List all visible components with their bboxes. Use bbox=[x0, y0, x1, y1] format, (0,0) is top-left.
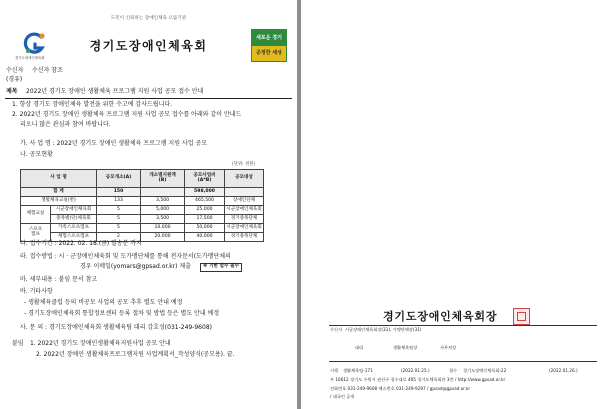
sender-title: 경기도장애인체육회장 bbox=[383, 310, 498, 323]
header-budget-line1: 공모사업비 bbox=[193, 172, 216, 178]
item-method-line1: 라. 접수방법 : 시 · 군장애인체육회 및 도가맹단체를 통해 전자문서(도가맹단체의 bbox=[20, 253, 231, 260]
paragraph-2-line1: 2. 2022년 경기도 장애인 생활체육 프로그램 지원 사업 공모 접수를 아래와 같이 안내드 bbox=[12, 111, 242, 118]
header-budget bbox=[185, 170, 225, 188]
table-row bbox=[21, 215, 264, 224]
row-target: 경기종목단체 bbox=[225, 215, 264, 224]
row-count: 5 bbox=[97, 215, 141, 224]
row-count: 2 bbox=[97, 233, 141, 242]
table-header-row bbox=[21, 170, 264, 188]
item-contact: 사. 문 의 : 경기도장애인체육회 생활체육팀 대리 강호성(031-249-9608) bbox=[20, 324, 212, 331]
table-unit: (단위: 천원) bbox=[232, 162, 256, 167]
paragraph-1: 1. 항상 경기도 장애인체육 발전을 위한 수고에 감사드립니다. bbox=[12, 101, 173, 108]
slogan-badge bbox=[251, 29, 287, 62]
header-target: 공모대상 bbox=[225, 170, 264, 188]
row-count: 5 bbox=[97, 206, 141, 215]
row-amount: 3,500 bbox=[141, 215, 185, 224]
item-method-line2: 경우 이메일(yomars@gpsad.or.kr) 제출 bbox=[80, 263, 191, 270]
item-etc: 바. 기타사항 bbox=[20, 288, 53, 295]
row-sub: 가족스포츠캠프 bbox=[51, 224, 97, 233]
row-budget: 17,500 bbox=[185, 215, 225, 224]
document-page-2 bbox=[301, 0, 600, 409]
row-amount: 5,000 bbox=[141, 206, 185, 215]
footer-divider bbox=[329, 361, 597, 362]
row-target: 경기종목단체 bbox=[225, 233, 264, 242]
item-status: 나. 공모현황 bbox=[20, 151, 53, 158]
organization-title: 경기도장애인체육회 bbox=[89, 39, 208, 53]
receive-label: 접수 bbox=[449, 368, 458, 373]
recipient-label: 수신자 bbox=[6, 67, 24, 74]
deadline-notice: ※ 기한 엄수 필수 bbox=[200, 263, 242, 272]
footer-disclosure: / 대국민 공개 bbox=[330, 394, 355, 399]
paragraph-2-line2: 리오니 많은 관심과 참여 바랍니다. bbox=[20, 121, 111, 128]
row-target: 장애인단체 bbox=[225, 197, 264, 206]
row-sub: 종목별(단)체육회 bbox=[51, 215, 97, 224]
recipient-value: 수신자 참조 bbox=[32, 67, 63, 74]
row-amount: 10,000 bbox=[141, 224, 185, 233]
row-sub: 시군장애인체육회 bbox=[51, 206, 97, 215]
total-target bbox=[225, 188, 264, 197]
signature-divider bbox=[329, 325, 597, 326]
etc-bullet-1: - 생활체육클럽 등의 비공모 사업의 공모 추후 별도 안내 예정 bbox=[24, 299, 183, 306]
row-amount: 20,000 bbox=[141, 233, 185, 242]
total-label: 합 계 bbox=[21, 188, 97, 197]
enforce-label: 시행 bbox=[330, 368, 339, 373]
document-page-1 bbox=[0, 0, 297, 409]
badge-line1: 새로운 경기 bbox=[252, 30, 286, 46]
row-amount: 3,500 bbox=[141, 197, 185, 206]
attachment-1: 1. 2022년 경기도 장애인생활체육지원사업 공모 안내 bbox=[30, 340, 171, 347]
header-amount-line1: 개소별지원액 bbox=[149, 172, 176, 178]
approval-2: 생활체육팀장 bbox=[393, 345, 418, 350]
official-seal-stamp bbox=[513, 308, 530, 325]
subject-label: 제목 bbox=[6, 88, 18, 95]
row-count: 133 bbox=[97, 197, 141, 206]
total-amount bbox=[141, 188, 185, 197]
attachment-2: 2. 2022년 장애인 생활체육프로그램지원 사업계획서_작성양식(공모용). 끝. bbox=[36, 351, 235, 358]
table-row bbox=[21, 224, 264, 233]
seal-inner-mark bbox=[517, 312, 526, 321]
approval-1: 대리 bbox=[355, 345, 364, 350]
row-count: 5 bbox=[97, 224, 141, 233]
row-group bbox=[21, 224, 51, 242]
item-details: 마. 세부내용 : 붙임 문서 참고 bbox=[20, 276, 98, 283]
table-row bbox=[21, 197, 264, 206]
row-budget: 465,500 bbox=[185, 197, 225, 206]
recipient-value: 시군장애인체육회장(31), 가맹단체장(31) bbox=[345, 327, 422, 332]
row-budget: 40,000 bbox=[185, 233, 225, 242]
row-group-line1: 스포츠 bbox=[28, 226, 43, 232]
badge-line2: 공정한 세상 bbox=[252, 46, 286, 61]
row-target: 시군장애인체육회 bbox=[225, 224, 264, 233]
row-sub: 체험스포츠캠프 bbox=[51, 233, 97, 242]
header-budget-line2: (A*B) bbox=[197, 177, 212, 183]
header-amount-line2: (B) bbox=[158, 177, 167, 183]
program-table bbox=[20, 169, 264, 242]
table-total-row bbox=[21, 188, 264, 197]
footer-contact: 전화번호 031-249-9608 팩스번호 031-249-9297 / gpsad@gpsad.or.kr bbox=[330, 386, 471, 391]
row-group-line2: 캠프 bbox=[31, 231, 40, 237]
via-label: (경유) bbox=[6, 76, 23, 83]
logo-caption: 경기도장애인체육회 bbox=[15, 56, 45, 60]
slogan: 도민이 신뢰하는 장애인체육 으뜸기관 bbox=[110, 16, 187, 21]
approval-3: 사무처장 bbox=[440, 345, 457, 350]
etc-bullet-2: - 경기도장애인체육회 통합정보센터 등록 절차 및 방법 등은 별도 안내 예정 bbox=[24, 310, 220, 317]
item-project-name: 가. 사 업 명 : 2022년 경기도 장애인 생활체육 프로그램 지원 사업 공모 bbox=[20, 140, 207, 147]
receive-date: (2022.01.26.) bbox=[549, 368, 578, 373]
total-count: 150 bbox=[97, 188, 141, 197]
header-project-name: 사 업 명 bbox=[21, 170, 97, 188]
header-count: 공모개소(A) bbox=[97, 170, 141, 188]
row-target: 시군장애인체육회 bbox=[225, 206, 264, 215]
subject-text: 2022년 경기도 장애인 생활체육 프로그램 지원 사업 공모 접수 안내 bbox=[26, 88, 204, 95]
attachments-label: 붙임 bbox=[12, 340, 24, 347]
row-group: 체험교실 bbox=[21, 206, 51, 224]
enforce-date: (2022.01.25.) bbox=[401, 368, 430, 373]
row-budget: 25,000 bbox=[185, 206, 225, 215]
total-budget: 598,000 bbox=[185, 188, 225, 197]
table-row bbox=[21, 206, 264, 215]
header-amount bbox=[141, 170, 185, 188]
footer-address: 우 16612 경기도 수원시 권선구 경수대로 405 경기도체육회관 3층 / http://www.gpsad.or.kr bbox=[330, 377, 506, 382]
subject-divider bbox=[5, 98, 292, 99]
enforce-number: 생활체육팀-171 bbox=[343, 368, 373, 373]
receive-number: 경기도장애인체육회-22 bbox=[463, 368, 507, 373]
item-period: 다. 접수기간 : 2022. 02. 18.(금) 발송분 까지 bbox=[20, 240, 142, 247]
recipient-label: 수신자 bbox=[330, 327, 343, 332]
row-group: 생활체육교실(반) bbox=[21, 197, 97, 206]
row-budget: 50,000 bbox=[185, 224, 225, 233]
